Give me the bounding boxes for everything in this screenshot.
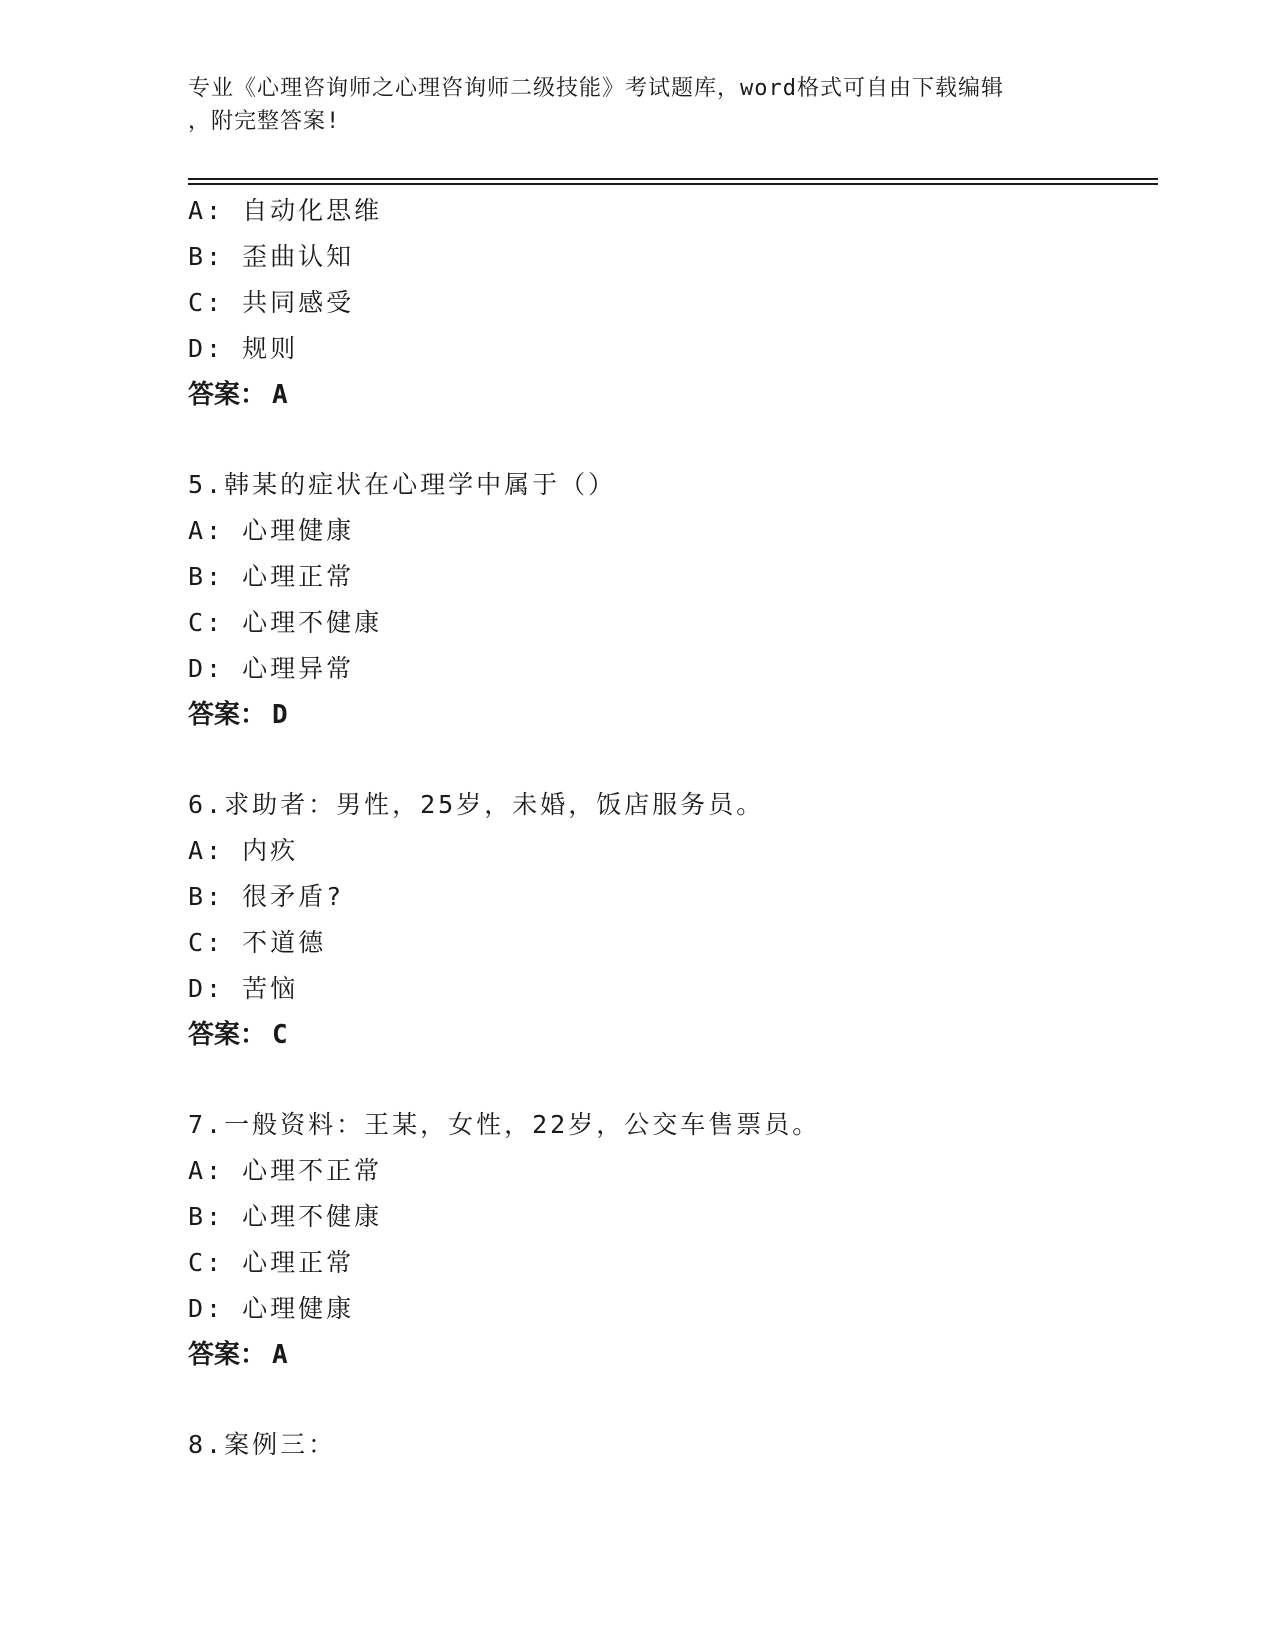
header-divider-bottom: [188, 183, 1158, 185]
question-block-5: [188, 462, 1168, 738]
question-stem: 7.一般资料：王某，女性，22岁，公交车售票员。: [188, 1110, 821, 1139]
question-block-continued: [188, 188, 1168, 418]
answer-label: 答案：: [188, 700, 267, 730]
option-b: B: 心理正常: [188, 562, 355, 591]
option-d: D: 苦恼: [188, 974, 299, 1003]
option-c: C: 心理不健康: [188, 608, 383, 637]
option-b: B: 歪曲认知: [188, 242, 355, 271]
option-c: C: 不道德: [188, 928, 327, 957]
question-stem: 5.韩某的症状在心理学中属于（）: [188, 470, 617, 499]
option-b: B: 心理不健康: [188, 1202, 383, 1231]
option-c: C: 共同感受: [188, 288, 355, 317]
answer-value: A: [272, 1340, 288, 1370]
answer-label: 答案：: [188, 1340, 267, 1370]
answer-line: [188, 1332, 1168, 1378]
header-divider-top: [188, 178, 1158, 180]
answer-label: 答案：: [188, 1020, 267, 1050]
option-a: A: 自动化思维: [188, 196, 383, 225]
answer-line: [188, 1012, 1168, 1058]
option-a: A: 心理不正常: [188, 1156, 383, 1185]
answer-value: C: [272, 1020, 288, 1050]
question-list: [188, 188, 1168, 1468]
question-block-7: [188, 1102, 1168, 1378]
document-header: [188, 72, 1088, 138]
answer-value: A: [272, 380, 288, 410]
answer-line: [188, 372, 1168, 418]
option-c: C: 心理正常: [188, 1248, 355, 1277]
option-d: D: 心理异常: [188, 654, 355, 683]
answer-label: 答案：: [188, 380, 267, 410]
answer-value: D: [272, 700, 288, 730]
option-a: A: 内疚: [188, 836, 299, 865]
option-d: D: 规则: [188, 334, 299, 363]
option-a: A: 心理健康: [188, 516, 355, 545]
question-stem: 6.求助者：男性，25岁，未婚，饭店服务员。: [188, 790, 765, 819]
option-d: D: 心理健康: [188, 1294, 355, 1323]
option-b: B: 很矛盾?: [188, 882, 345, 911]
question-block-6: [188, 782, 1168, 1058]
header-line-1: 专业《心理咨询师之心理咨询师二级技能》考试题库，word格式可自由下载编辑: [188, 76, 1004, 101]
answer-line: [188, 692, 1168, 738]
question-stem: 8.案例三：: [188, 1430, 337, 1459]
question-block-8: [188, 1422, 1168, 1468]
header-line-2: ，附完整答案!: [188, 109, 341, 134]
